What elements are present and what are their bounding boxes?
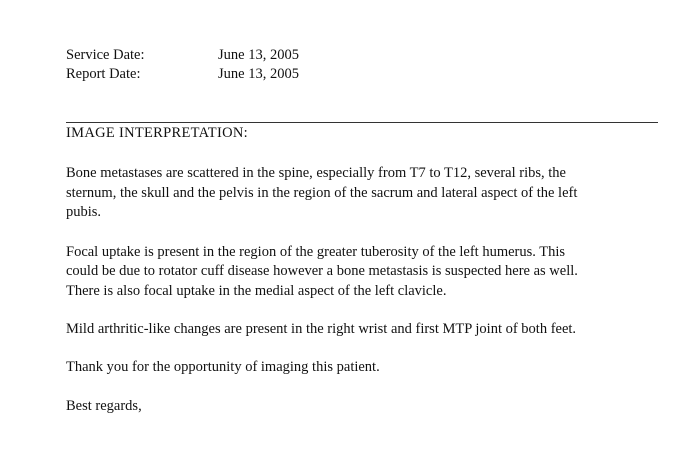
service-date-value: June 13, 2005 (218, 47, 299, 63)
paragraph-2-line-1: Focal uptake is present in the region of the greater tuberosity of the left humerus. This (66, 244, 566, 260)
report-date-value: June 13, 2005 (218, 66, 299, 82)
paragraph-2-line-2: could be due to rotator cuff disease however a bone metastasis is suspected here as well. (66, 263, 578, 279)
section-title: IMAGE INTERPRETATION: (66, 125, 248, 141)
service-date-label: Service Date: (66, 47, 145, 63)
paragraph-4: Thank you for the opportunity of imaging this patient. (66, 359, 380, 375)
paragraph-3: Mild arthritic-like changes are present in the right wrist and first MTP joint of both feet. (66, 321, 577, 337)
paragraph-2-line-3: There is also focal uptake in the medial aspect of the left clavicle. (66, 283, 447, 299)
closing: Best regards, (66, 398, 142, 414)
report-date-label: Report Date: (66, 66, 141, 82)
paragraph-1-line-1: Bone metastases are scattered in the spine, especially from T7 to T12, several ribs, the (66, 165, 566, 181)
paragraph-1-line-3: pubis. (66, 204, 102, 220)
section-divider (66, 122, 658, 123)
paragraph-1-line-2: sternum, the skull and the pelvis in the region of the sacrum and lateral aspect of the left (66, 185, 578, 201)
